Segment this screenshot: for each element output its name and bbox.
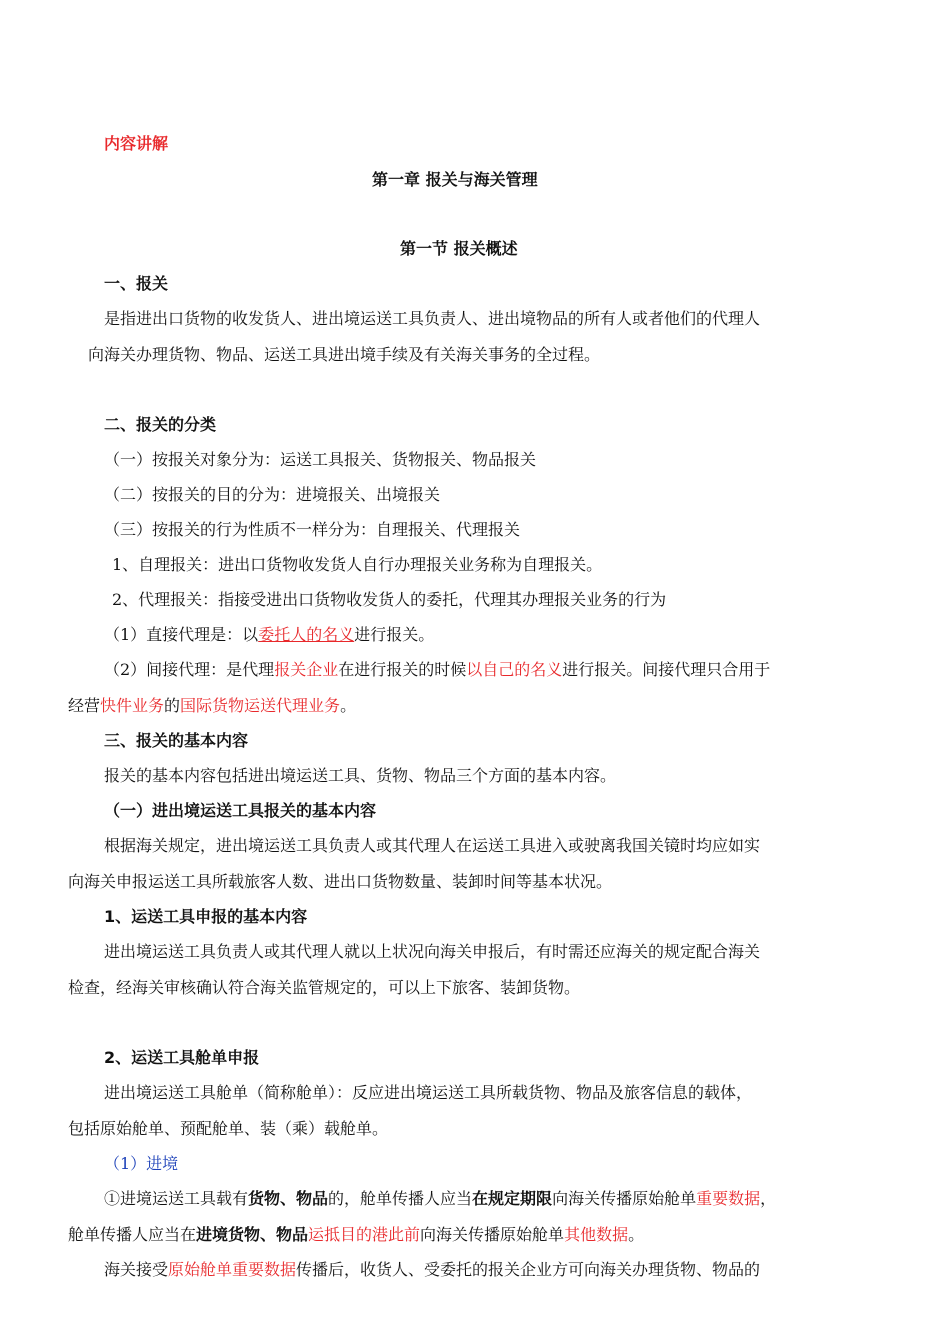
- indirect-agency-line-1: （2）间接代理：是代理报关企业在进行报关的时候以自己的名义进行报关。间接代理只合用于: [104, 660, 771, 679]
- highlight-manifest-important-data: 原始舱单重要数据: [168, 1260, 297, 1279]
- classification-1: （一）按报关对象分为：运送工具报关、货物报关、物品报关: [104, 450, 537, 469]
- highlight-before-arrival: 运抵目的港此前: [308, 1225, 421, 1244]
- heading-3: 三、报关的基本内容: [104, 731, 249, 750]
- paragraph-3-1-line-1: 根据海关规定，进出境运送工具负责人或其代理人在运送工具进入或驶离我国关镜时均应如实: [104, 836, 761, 855]
- highlight-own-name: 以自己的名义: [466, 660, 563, 679]
- paragraph-3-1-1-line-1: 进出境运送工具负责人或其代理人就以上状况向海关申报后，有时需还应海关的规定配合海关: [104, 942, 761, 961]
- chapter-title: 第一章 报关与海关管理: [372, 170, 538, 189]
- direct-agency: （1）直接代理是：以委托人的名义进行报关。: [104, 625, 435, 644]
- paragraph-3-1-2-line-1: 进出境运送工具舱单（简称舱单）：反应进出境运送工具所载货物、物品及旅客信息的载体，: [104, 1083, 753, 1102]
- entry-rule-1-line-1: ①进境运送工具载有货物、物品的，舱单传播人应当在规定期限向海关传播原始舱单重要数据，: [104, 1189, 777, 1208]
- entry-label: （1）进境: [104, 1154, 179, 1173]
- intro-label: 内容讲解: [104, 134, 169, 153]
- highlight-freight-forwarding: 国际货物运送代理业务: [180, 696, 341, 715]
- highlight-important-data: 重要数据: [696, 1189, 761, 1208]
- highlight-principal-name: 委托人的名义: [258, 625, 355, 644]
- heading-1: 一、报关: [104, 274, 169, 293]
- highlight-customs-broker: 报关企业: [274, 660, 339, 679]
- paragraph-3-1-2-line-2: 包括原始舱单、预配舱单、装（乘）载舱单。: [68, 1119, 389, 1138]
- heading-2: 二、报关的分类: [104, 415, 217, 434]
- self-declaration: 1、自理报关：进出口货物收发货人自行办理报关业务称为自理报关。: [112, 555, 603, 574]
- highlight-express-business: 快件业务: [100, 696, 165, 715]
- classification-3: （三）按报关的行为性质不一样分为：自理报关、代理报关: [104, 520, 521, 539]
- heading-3-1-2: 2、运送工具舱单申报: [104, 1048, 260, 1067]
- indirect-agency-line-2: 经营快件业务的国际货物运送代理业务。: [68, 696, 357, 715]
- entry-rule-1-line-2: 舱单传播人应当在进境货物、物品运抵目的港此前向海关传播原始舱单其他数据。: [68, 1225, 645, 1244]
- paragraph-3: 报关的基本内容包括进出境运送工具、货物、物品三个方面的基本内容。: [104, 766, 617, 785]
- heading-3-1-1: 1、运送工具申报的基本内容: [104, 907, 308, 926]
- agent-declaration: 2、代理报关：指接受进出口货物收发货人的委托，代理其办理报关业务的行为: [112, 590, 667, 609]
- section-title: 第一节 报关概述: [400, 239, 518, 258]
- classification-2: （二）按报关的目的分为：进境报关、出境报关: [104, 485, 441, 504]
- paragraph-1-line-1: 是指进出口货物的收发货人、进出境运送工具负责人、进出境物品的所有人或者他们的代理人: [104, 309, 761, 328]
- paragraph-1-line-2: 向海关办理货物、物品、运送工具进出境手续及有关海关事务的全过程。: [88, 345, 601, 364]
- paragraph-3-1-1-line-2: 检查，经海关审核确认符合海关监管规定的，可以上下旅客、装卸货物。: [68, 978, 581, 997]
- entry-rule-2-line-1: 海关接受原始舱单重要数据传播后，收货人、受委托的报关企业方可向海关办理货物、物品的: [104, 1260, 761, 1279]
- heading-3-1: （一）进出境运送工具报关的基本内容: [104, 801, 377, 820]
- highlight-other-data: 其他数据: [564, 1225, 629, 1244]
- paragraph-3-1-line-2: 向海关申报运送工具所载旅客人数、进出口货物数量、装卸时间等基本状况。: [68, 872, 613, 891]
